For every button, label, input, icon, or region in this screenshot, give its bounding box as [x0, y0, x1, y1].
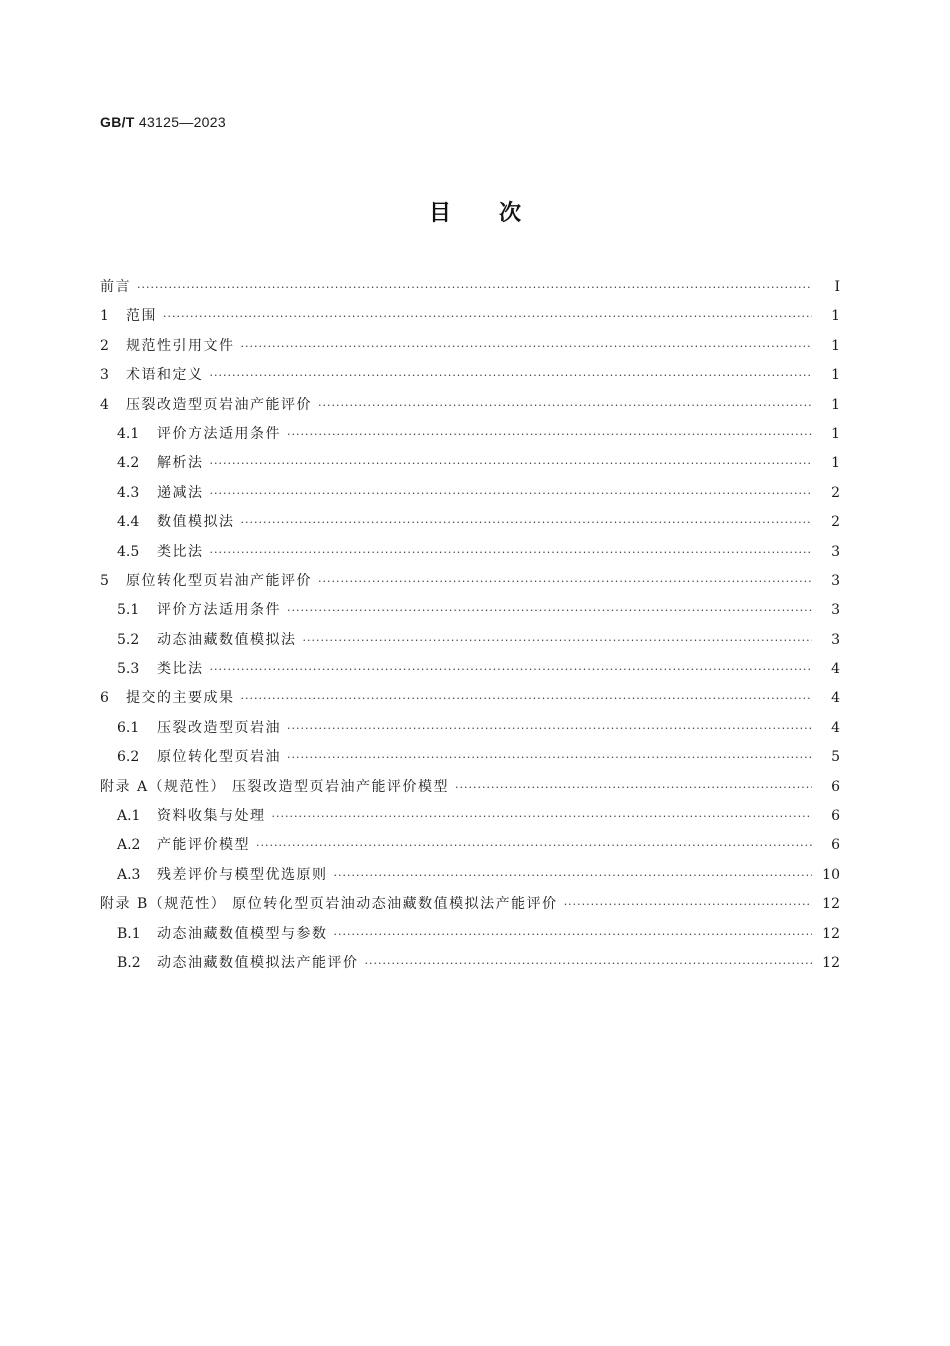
- toc-subentry[interactable]: [100, 508, 840, 537]
- toc-entry-label: 术语和定义: [126, 367, 204, 384]
- toc-entry-number: 6: [100, 690, 109, 707]
- toc-entry-number: 4: [100, 396, 109, 413]
- toc-subentry[interactable]: [100, 743, 840, 772]
- toc-entry-label: 原位转化型页岩油: [157, 749, 281, 766]
- toc-entry-page: 12: [822, 896, 840, 913]
- toc-entry-label: 附录 B（规范性） 原位转化型页岩油动态油藏数值模拟法产能评价: [100, 896, 558, 913]
- toc-entry-page: 1: [831, 455, 840, 472]
- toc-entry-page: 1: [831, 337, 840, 354]
- toc-entry-label: 动态油藏数值模拟法产能评价: [157, 954, 359, 971]
- toc-leader-dots: [455, 773, 812, 802]
- toc-entry-label: 压裂改造型页岩油: [157, 719, 281, 736]
- toc-entry-label: 提交的主要成果: [126, 690, 235, 707]
- toc-entry-page: 1: [831, 308, 840, 325]
- toc-entry-page: 4: [831, 719, 840, 736]
- toc-subentry[interactable]: [100, 479, 840, 508]
- toc-leader-dots: [318, 391, 812, 420]
- toc-entry-appendix-a[interactable]: [100, 773, 840, 802]
- toc-entry-page: 2: [831, 514, 840, 531]
- toc-entry[interactable]: [100, 684, 840, 713]
- toc-subentry[interactable]: [100, 949, 840, 978]
- toc-leader-dots: [256, 831, 812, 860]
- standard-code: [100, 114, 226, 130]
- standard-number: 43125—2023: [138, 114, 226, 130]
- toc-subentry[interactable]: [100, 655, 840, 684]
- toc-entry-label: 类比法: [157, 543, 204, 560]
- toc-leader-dots: [241, 508, 813, 537]
- toc-subentry[interactable]: [100, 596, 840, 625]
- toc-entry-label: 附录 A（规范性） 压裂改造型页岩油产能评价模型: [100, 778, 450, 795]
- toc-entry-number: A.3: [117, 866, 141, 883]
- toc-entry-page: 1: [831, 425, 840, 442]
- toc-subentry[interactable]: [100, 831, 840, 860]
- toc-entry-number: 1: [100, 308, 109, 325]
- toc-entry-label: 资料收集与处理: [157, 808, 266, 825]
- toc-entry[interactable]: [100, 391, 840, 420]
- toc-leader-dots: [334, 920, 813, 949]
- toc-leader-dots: [287, 714, 812, 743]
- toc-subentry[interactable]: [100, 538, 840, 567]
- toc-entry-page: 3: [831, 602, 840, 619]
- toc-entry-page: 12: [822, 954, 840, 971]
- toc-entry-label: 原位转化型页岩油产能评价: [126, 572, 312, 589]
- toc-entry-page: 1: [831, 367, 840, 384]
- toc-entry-page: 3: [831, 572, 840, 589]
- toc-subentry[interactable]: [100, 449, 840, 478]
- toc-subentry[interactable]: [100, 920, 840, 949]
- toc-entry-number: 4.1: [117, 425, 140, 442]
- toc-entry-label: 数值模拟法: [157, 514, 235, 531]
- standard-prefix: GB/T: [100, 114, 135, 130]
- toc-entry-page: 10: [822, 866, 840, 883]
- toc-entry-label: 前言: [100, 279, 131, 295]
- toc-entry-page: 4: [831, 690, 840, 707]
- toc-entry-label: 残差评价与模型优选原则: [157, 866, 328, 883]
- toc-entry-label: 范围: [126, 308, 157, 325]
- toc-entry[interactable]: [100, 302, 840, 331]
- toc-leader-dots: [365, 949, 813, 978]
- toc-leader-dots: [287, 743, 812, 772]
- toc-entry-number: 4.2: [117, 455, 140, 472]
- toc-leader-dots: [137, 273, 812, 302]
- toc-entry-label: 评价方法适用条件: [157, 425, 281, 442]
- toc-subentry[interactable]: [100, 861, 840, 890]
- toc-entry-label: 类比法: [157, 661, 204, 678]
- toc-leader-dots: [564, 890, 812, 919]
- toc-leader-dots: [287, 596, 812, 625]
- toc-entry-page: Ⅰ: [834, 279, 840, 295]
- toc-entry-number: A.1: [117, 808, 141, 825]
- toc-entry-label: 动态油藏数值模拟法: [157, 631, 297, 648]
- toc-entry-number: 3: [100, 367, 109, 384]
- toc-entry-label: 压裂改造型页岩油产能评价: [126, 396, 312, 413]
- toc-entry-number: 6.2: [117, 749, 140, 766]
- toc-entry-page: 4: [831, 661, 840, 678]
- toc-subentry[interactable]: [100, 714, 840, 743]
- toc-leader-dots: [241, 332, 813, 361]
- toc-leader-dots: [210, 538, 813, 567]
- toc-entry-label: 解析法: [157, 455, 204, 472]
- toc-entry-number: 5.2: [117, 631, 140, 648]
- table-of-contents: [100, 273, 840, 978]
- toc-entry-label: 规范性引用文件: [126, 337, 235, 354]
- toc-entry-page: 12: [822, 925, 840, 942]
- toc-leader-dots: [163, 302, 812, 331]
- toc-entry-number: B.1: [117, 925, 141, 942]
- toc-subentry[interactable]: [100, 802, 840, 831]
- toc-leader-dots: [210, 449, 813, 478]
- toc-entry-number: 4.5: [117, 543, 140, 560]
- toc-entry-label: 动态油藏数值模型与参数: [157, 925, 328, 942]
- page-title: 目次: [428, 201, 569, 226]
- toc-leader-dots: [210, 479, 813, 508]
- toc-entry-label: 递减法: [157, 484, 204, 501]
- toc-entry-page: 1: [831, 396, 840, 413]
- toc-entry[interactable]: [100, 361, 840, 390]
- toc-entry-number: 6.1: [117, 719, 140, 736]
- toc-entry-number: 4.3: [117, 484, 140, 501]
- toc-entry-page: 5: [831, 749, 840, 766]
- toc-entry-number: 5: [100, 572, 109, 589]
- toc-leader-dots: [241, 684, 813, 713]
- toc-leader-dots: [334, 861, 813, 890]
- toc-leader-dots: [318, 567, 812, 596]
- toc-entry-appendix-b[interactable]: [100, 890, 840, 919]
- toc-subentry[interactable]: [100, 420, 840, 449]
- toc-entry-number: A.2: [117, 837, 141, 854]
- toc-leader-dots: [303, 626, 813, 655]
- toc-entry[interactable]: [100, 567, 840, 596]
- toc-entry-label: 产能评价模型: [157, 837, 250, 854]
- toc-leader-dots: [272, 802, 813, 831]
- toc-entry-number: 2: [100, 337, 109, 354]
- toc-entry-number: B.2: [117, 954, 141, 971]
- toc-leader-dots: [210, 655, 813, 684]
- toc-entry-number: 4.4: [117, 514, 140, 531]
- toc-entry[interactable]: [100, 273, 840, 302]
- toc-entry-page: 6: [831, 837, 840, 854]
- toc-entry-page: 2: [831, 484, 840, 501]
- toc-entry-page: 6: [831, 778, 840, 795]
- toc-entry-label: 评价方法适用条件: [157, 602, 281, 619]
- toc-subentry[interactable]: [100, 626, 840, 655]
- toc-entry[interactable]: [100, 332, 840, 361]
- toc-leader-dots: [287, 420, 812, 449]
- toc-entry-page: 3: [831, 543, 840, 560]
- toc-entry-page: 3: [831, 631, 840, 648]
- toc-entry-page: 6: [831, 808, 840, 825]
- toc-leader-dots: [210, 361, 813, 390]
- toc-entry-number: 5.1: [117, 602, 140, 619]
- toc-entry-number: 5.3: [117, 661, 140, 678]
